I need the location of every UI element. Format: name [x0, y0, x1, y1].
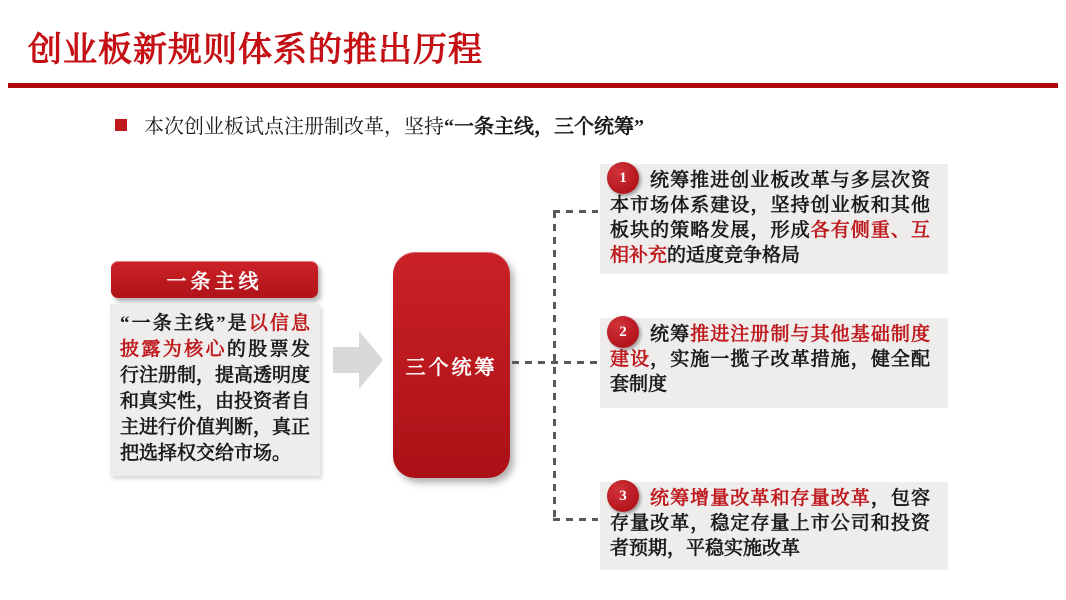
- main-line-body-post: 的股票发行注册制，提高透明度和真实性，由投资者自主进行价值判断，真正把选择权交给市场。: [120, 339, 311, 464]
- statement-item-1: [600, 164, 948, 274]
- item-1-number-badge: 1: [607, 162, 639, 194]
- arrow-right-icon: [333, 331, 383, 389]
- item-1-text-pre: 统筹推进创业板改革与多层次资本市场体系建设，坚持创业板和其他板块的策略发展，形成: [610, 170, 930, 241]
- item-1-text-post: 的适度竞争格局: [667, 245, 801, 266]
- connector-bottom-line: [553, 518, 598, 521]
- three-overall-box: [393, 252, 510, 478]
- item-2-text-pre: 统筹: [650, 324, 691, 345]
- connector-vertical-line: [553, 211, 556, 522]
- item-2-text-red: 推进注册制与其他基础制度建设: [610, 324, 930, 370]
- connector-middle-line: [512, 361, 598, 364]
- bullet-text-pre: 本次创业板试点注册制改革，坚持: [144, 116, 444, 138]
- three-overall-box-label: 三个统筹: [405, 356, 498, 379]
- main-line-header-label: 一条主线: [166, 271, 263, 293]
- main-line-header: [111, 261, 318, 298]
- item-3-text: [600, 482, 948, 567]
- main-line-body-pre: “一条主线”是: [120, 313, 249, 334]
- statement-item-3: [600, 482, 948, 570]
- item-1-text-red: 各有侧重、互相补充: [610, 220, 930, 266]
- item-1-text: [600, 164, 948, 274]
- main-line-body-red: 以信息披露为核心: [120, 313, 310, 360]
- bullet-square-icon: [115, 119, 127, 131]
- item-3-number-badge: 3: [607, 480, 639, 512]
- bullet-row: [115, 110, 644, 139]
- item-2-text: [600, 318, 948, 403]
- item-3-text-red: 统筹增量改革和存量改革: [650, 488, 871, 509]
- bullet-text-emphasis: “一条主线，三个统筹”: [444, 116, 644, 138]
- item-2-number-badge: 2: [607, 316, 639, 348]
- bullet-text: [144, 110, 644, 139]
- main-line-body: [110, 304, 320, 476]
- connector-top-line: [553, 210, 598, 213]
- title-divider: [8, 83, 1058, 88]
- item-2-text-post: ，实施一揽子改革措施，健全配套制度: [610, 349, 930, 395]
- statement-item-2: [600, 318, 948, 408]
- item-3-text-post: ，包容存量改革，稳定存量上市公司和投资者预期，平稳实施改革: [610, 488, 930, 559]
- page-title: 创业板新规则体系的推出历程: [28, 31, 483, 69]
